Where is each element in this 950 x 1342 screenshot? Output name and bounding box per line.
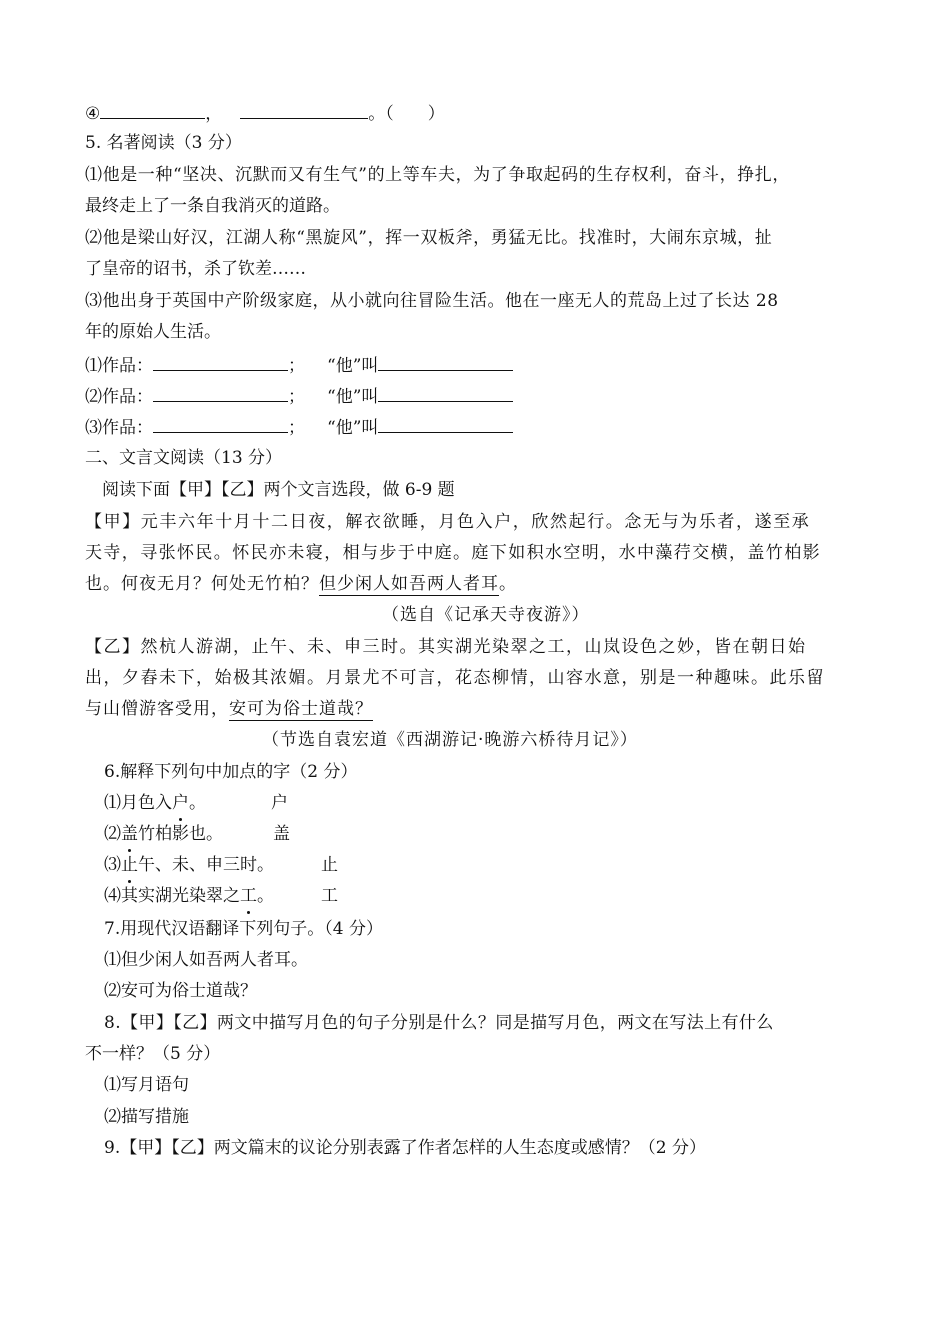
q4-blank-2[interactable] (240, 100, 368, 119)
q4-blank-line (85, 100, 445, 126)
name-blank-1[interactable] (378, 352, 513, 371)
q4-tail: 。（ ） (368, 104, 445, 124)
q6-text: ⑵ (104, 824, 121, 844)
q8-title-line2: 不一样？（5 分） (85, 1044, 221, 1064)
q6-item-3 (104, 853, 274, 877)
section5-item3-line1: ⑶他出身于英国中产阶级家庭，从小就向往冒险生活。他在一座无人的荒岛上过了长达 28 (85, 291, 779, 311)
part2-intro: 阅读下面【甲】【乙】两个文言选段，做 6-9 题 (102, 480, 455, 500)
q6-word-3: 止 (321, 855, 338, 875)
work-blank-2[interactable] (153, 383, 288, 402)
passage-yi-line1: 【乙】然杭人游湖，止午、未、申三时。其实湖光染翠之工，山岚设色之妙，皆在朝日始 (85, 637, 807, 657)
dotted-char: 工 (240, 886, 257, 906)
section5-answer-1 (85, 352, 513, 378)
section5-item2-line2: 了皇帝的诏书，杀了钦差…… (85, 259, 306, 279)
work-blank-3[interactable] (153, 414, 288, 433)
underlined-sentence-jia: 但少闲人如吾两人者耳 (319, 574, 499, 594)
q8-title-line1: 8.【甲】【乙】两文中描写月色的句子分别是什么？同是描写月色，两文在写法上有什么 (104, 1013, 774, 1033)
q6-text: 。 (189, 793, 206, 813)
work-blank-1[interactable] (153, 352, 288, 371)
underlined-sentence-yi: 安可为俗士道哉？ (229, 699, 373, 719)
q6-word-4: 工 (321, 886, 338, 906)
q6-text: 。 (257, 886, 274, 906)
q6-text: ⑴月色入 (104, 793, 172, 813)
q9-title: 9.【甲】【乙】两文篇末的议论分别表露了作者怎样的人生态度或感情？（2 分） (104, 1138, 706, 1158)
dotted-char: 盖 (121, 824, 138, 844)
section5-answer-2 (85, 383, 513, 409)
he-label: “他”叫 (327, 356, 379, 376)
section5-title: 5. 名著阅读（3 分） (85, 133, 242, 153)
period: 。 (499, 574, 517, 594)
answer-label: ⑶作品： (85, 418, 153, 438)
q6-text: ⑶ (104, 855, 121, 875)
answer-sep: ； (288, 387, 305, 407)
passage-yi-line3 (85, 697, 373, 721)
section5-item1-line2: 最终走上了一条自我消灭的道路。 (85, 196, 340, 216)
dotted-char: 户 (172, 793, 189, 813)
q7-item-1: ⑴但少闲人如吾两人者耳。 (104, 950, 308, 970)
q6-text: 竹柏影也。 (138, 824, 223, 844)
name-blank-3[interactable] (378, 414, 513, 433)
passage-jia-line2: 天寺，寻张怀民。怀民亦未寝，相与步于中庭。庭下如积水空明，水中藻荇交横，盖竹柏影 (85, 543, 821, 563)
he-label: “他”叫 (327, 387, 379, 407)
passage-yi-text: 与山僧游客受用， (85, 699, 229, 719)
section5-answer-3 (85, 414, 513, 440)
section5-item1-line1: ⑴他是一种“坚决、沉默而又有生气”的上等车夫，为了争取起码的生存权利，奋斗，挣扎， (85, 165, 790, 185)
passage-jia-line1: 【甲】元丰六年十月十二日夜，解衣欲睡，月色入户，欣然起行。念无与为乐者，遂至承 (85, 512, 811, 532)
q6-text: ⑷其实湖光染翠之 (104, 886, 240, 906)
answer-sep: ； (288, 418, 305, 438)
answer-label: ⑴作品： (85, 356, 153, 376)
passage-jia-text: 也。何夜无月？何处无竹柏？ (85, 574, 319, 594)
q6-item-1 (104, 791, 206, 815)
dotted-char: 止 (121, 855, 138, 875)
q4-blank-1[interactable] (100, 100, 205, 119)
q4-number: ④ (85, 104, 101, 124)
passage-yi-source: （节选自袁宏道《西湖游记·晚游六桥待月记》） (262, 730, 638, 750)
passage-yi-line2: 出，夕舂未下，始极其浓媚。月景尤不可言，花态柳情，山容水意，别是一种趣味。此乐留 (85, 668, 825, 688)
section5-item3-line2: 年的原始人生活。 (85, 322, 221, 342)
passage-jia-line3 (85, 572, 517, 596)
name-blank-2[interactable] (378, 383, 513, 402)
q6-text: 午、未、申三时。 (138, 855, 274, 875)
answer-label: ⑵作品： (85, 387, 153, 407)
q4-comma: ， (205, 104, 223, 124)
q6-word-1: 户 (271, 793, 288, 813)
q8-item-2: ⑵描写措施 (104, 1107, 189, 1127)
part2-title: 二、文言文阅读（13 分） (85, 448, 283, 468)
q7-item-2: ⑵安可为俗士道哉？ (104, 981, 257, 1001)
q6-title: 6.解释下列句中加点的字（2 分） (104, 762, 358, 782)
q6-item-4 (104, 884, 274, 908)
passage-jia-source: （选自《记承天寺夜游》） (382, 605, 590, 625)
answer-sep: ； (288, 356, 305, 376)
he-label: “他”叫 (327, 418, 379, 438)
section5-item2-line1: ⑵他是梁山好汉，江湖人称“黑旋风”，挥一双板斧，勇猛无比。找准时，大闹东京城，扯 (85, 228, 773, 248)
q7-title: 7.用现代汉语翻译下列句子。（4 分） (104, 919, 383, 939)
q6-word-2: 盖 (273, 824, 290, 844)
q6-item-2 (104, 822, 223, 846)
q8-item-1: ⑴写月语句 (104, 1075, 189, 1095)
